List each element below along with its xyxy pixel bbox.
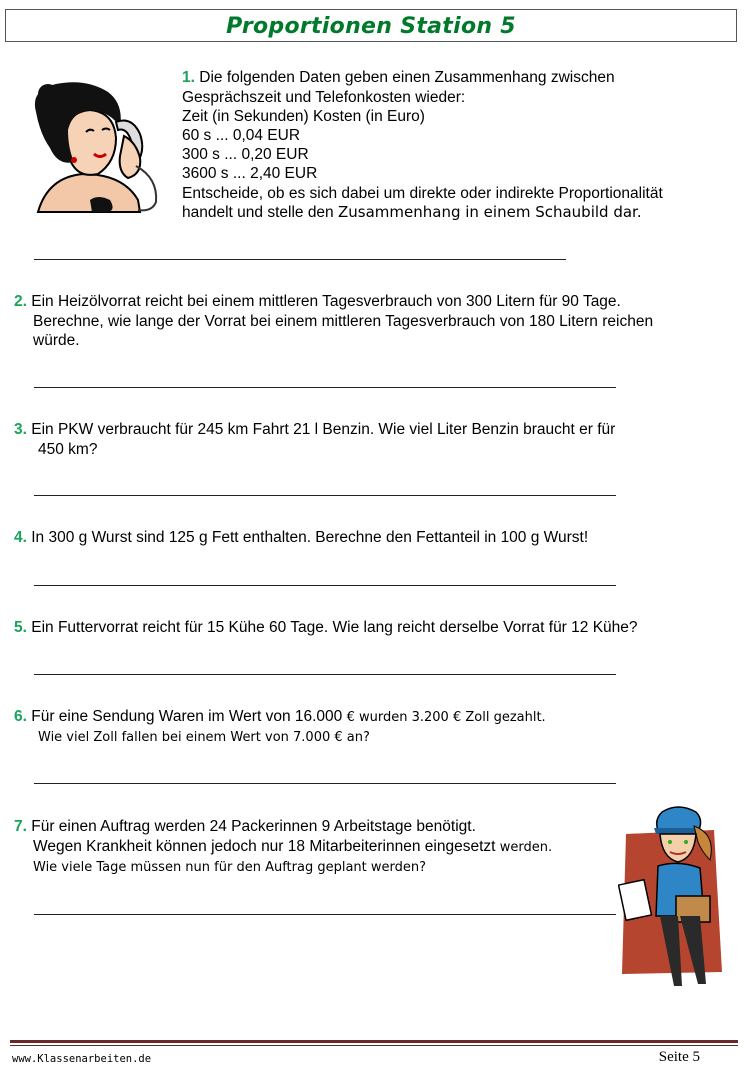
task1-text: Die folgenden Daten geben einen Zusammenhang zwischen (199, 69, 615, 86)
task3-line2: 450 km? (38, 441, 98, 458)
task1-number: 1. (182, 69, 195, 86)
task7-line2b: werden. (499, 840, 553, 855)
task1-line7: Entscheide, ob es sich dabei um direkte oder indirekte Proportionalität (182, 185, 663, 202)
answer-line-2 (34, 387, 616, 388)
task1-line8a: handelt und stelle den (182, 204, 334, 221)
task1-line5: 300 s ... 0,20 EUR (182, 146, 309, 163)
task2-line1 (14, 292, 621, 312)
task2-number: 2. (14, 293, 27, 310)
delivery-woman-illustration (618, 804, 734, 992)
task7-line3: Wie viele Tage müssen nun für den Auftrag geplant werden? (33, 860, 427, 875)
task4-number: 4. (14, 529, 27, 546)
answer-line-6 (34, 783, 616, 784)
answer-line-5 (34, 674, 616, 675)
task6-text: Für eine Sendung Waren im Wert von 16.000 (31, 708, 343, 725)
task3-line1 (14, 420, 615, 440)
task3-number: 3. (14, 421, 27, 438)
task5-line1 (14, 618, 638, 638)
answer-line-7 (34, 914, 616, 915)
task6-line2: Wie viel Zoll fallen bei einem Wert von 7.000 € an? (38, 730, 370, 745)
title-box (5, 9, 737, 42)
task1-line6: 3600 s ... 2,40 EUR (182, 165, 318, 182)
task1-line4: 60 s ... 0,04 EUR (182, 127, 301, 144)
task7-line1 (14, 817, 476, 837)
task6-line1 (14, 707, 546, 728)
task1-line3: Zeit (in Sekunden) Kosten (in Euro) (182, 108, 425, 125)
footer-website: www.Klassenarbeiten.de (12, 1053, 152, 1065)
task7-number: 7. (14, 818, 27, 835)
task1-line8b: Zusammenhang in einem Schaubild dar. (338, 203, 642, 221)
answer-line-1 (34, 259, 566, 260)
task1-line2: Gesprächszeit und Telefonkosten wieder: (182, 89, 466, 106)
task3-text: Ein PKW verbraucht für 245 km Fahrt 21 l Benzin. Wie viel Liter Benzin braucht er für (31, 421, 616, 438)
task2-text: Ein Heizölvorrat reicht bei einem mittleren Tagesverbrauch von 300 Litern für 90 Tage. (31, 293, 621, 310)
footer-rule-thin (10, 1045, 738, 1046)
task7-line2a: Wegen Krankheit können jedoch nur 18 Mitarbeiterinnen eingesetzt (33, 838, 496, 855)
woman-phone-illustration (28, 82, 174, 214)
footer-rule-thick (10, 1040, 738, 1043)
answer-line-3 (34, 495, 616, 496)
task2-line3: würde. (33, 332, 80, 349)
task6-number: 6. (14, 708, 27, 725)
task4-line1 (14, 528, 588, 548)
task7-text: Für einen Auftrag werden 24 Packerinnen 9 Arbeitstage benötigt. (31, 818, 476, 835)
task6-text-b: € wurden 3.200 € Zoll gezahlt. (346, 710, 546, 725)
task1-line1 (182, 68, 615, 88)
task5-text: Ein Futtervorrat reicht für 15 Kühe 60 Tage. Wie lang reicht derselbe Vorrat für 12 Kühe? (31, 619, 638, 636)
task5-number: 5. (14, 619, 27, 636)
task7-line2 (33, 837, 552, 858)
answer-line-4 (34, 585, 616, 586)
footer-page-number: Seite 5 (658, 1049, 700, 1065)
page-title: Proportionen Station 5 (226, 14, 516, 39)
task2-line2: Berechne, wie lange der Vorrat bei einem mittleren Tagesverbrauch von 180 Litern reichen (33, 313, 654, 330)
task4-text: In 300 g Wurst sind 125 g Fett enthalten. Berechne den Fettanteil in 100 g Wurst! (31, 529, 589, 546)
task1-line8 (182, 203, 642, 223)
